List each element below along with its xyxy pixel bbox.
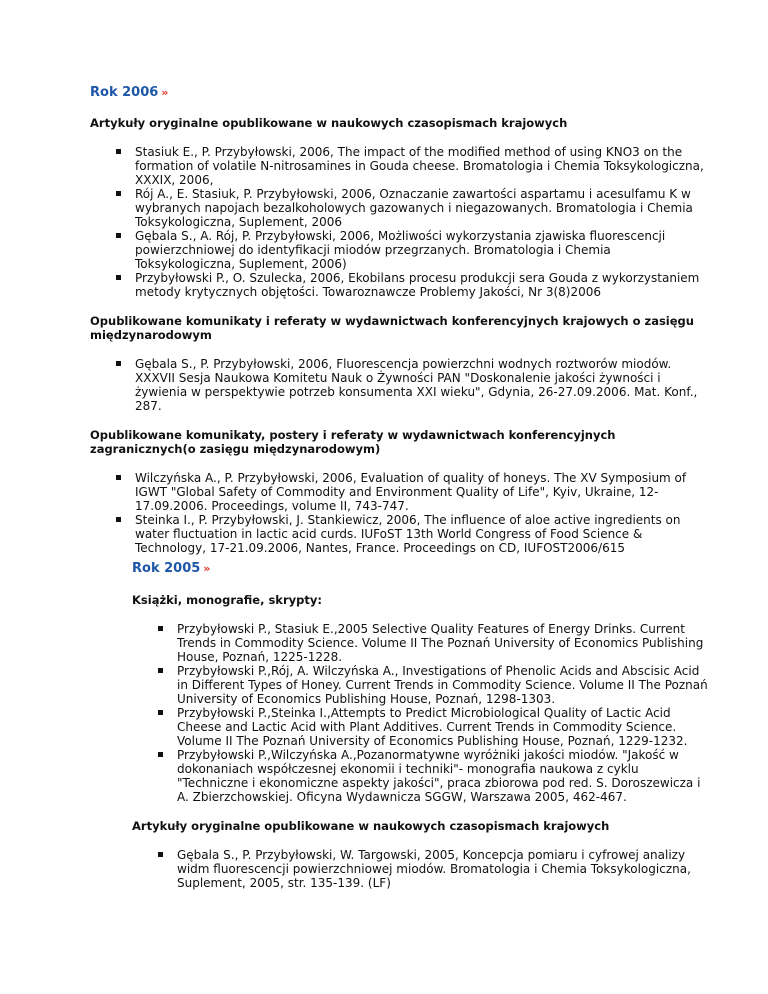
- list-item: Wilczyńska A., P. Przybyłowski, 2006, Evaluation of quality of honeys. The XV Symposium of IGWT "Global Safety of Commodity and Environment Quality of Life", Kyiv, Ukraine, 12-17.09.2006. Proceedings, volume II, 743-747.: [116, 471, 710, 513]
- list-item: Przybyłowski P., O. Szulecka, 2006, Ekobilans procesu produkcji sera Gouda z wykorzystaniem metody krytycznych objętości. Towaroznawcze Problemy Jakości, Nr 3(8)2006: [116, 271, 710, 299]
- publication-list: [116, 357, 710, 413]
- section-title: Artykuły oryginalne opublikowane w naukowych czasopismach krajowych: [132, 819, 610, 833]
- list-item: Przybyłowski P.,Rój, A. Wilczyńska A., Investigations of Phenolic Acids and Abscisic Acid in Different Types of Honey. Current Trends in Commodity Science. Volume II The Poznań University of Economics Publishing House, Poznań, 1298-1303.: [158, 664, 712, 706]
- publication-list: [116, 471, 710, 555]
- list-item: Gębala S., A. Rój, P. Przybyłowski, 2006, Możliwości wykorzystania zjawiska fluorescencji powierzchniowej do identyfikacji miodów przegrzanych. Bromatologia i Chemia Toksykologiczna, Suplement, 2006): [116, 229, 710, 271]
- year-2006-heading[interactable]: [90, 84, 710, 102]
- year-2006-block: [90, 84, 710, 555]
- chevron-right-icon: »: [203, 562, 210, 575]
- section-title: Opublikowane komunikaty, postery i referaty w wydawnictwach konferencyjnych zagranicznych(o zasięgu międzynarodowym): [90, 428, 616, 456]
- list-item: Przybyłowski P.,Wilczyńska A.,Pozanormatywne wyróżniki jakości miodów. "Jakość w dokonaniach współczesnej ekonomii i techniki"- monografia naukowa z cyklu "Techniczne i ekonomiczne aspekty jakości", praca zbiorowa pod red. S. Doroszewicza i A. Zbierzchowskiej. Oficyna Wydawnicza SGGW, Warszawa 2005, 462-467.: [158, 748, 712, 804]
- publication-list: [116, 145, 710, 299]
- list-item: Przybyłowski P., Stasiuk E.,2005 Selective Quality Features of Energy Drinks. Current Trends in Commodity Science. Volume II The Poznań University of Economics Publishing House, Poznań, 1225-1228.: [158, 622, 712, 664]
- list-item: Gębala S., P. Przybyłowski, 2006, Fluorescencja powierzchni wodnych roztworów miodów. XXXVII Sesja Naukowa Komitetu Nauk o Żywności PAN "Doskonalenie jakości żywności i żywienia w perspektywie potrzeb konsumenta XXI wieku", Gdynia, 26-27.09.2006. Mat. Konf., 287.: [116, 357, 710, 413]
- year-2006-label: Rok 2006: [90, 85, 159, 100]
- year-2005-block: [132, 560, 712, 890]
- list-item: Steinka I., P. Przybyłowski, J. Stankiewicz, 2006, The influence of aloe active ingredients on water fluctuation in lactic acid curds. IUFoST 13th World Congress of Food Science & Technology, 17-21.09.2006, Nantes, France. Proceedings on CD, IUFOST2006/615: [116, 513, 710, 555]
- publication-list: [158, 622, 712, 804]
- chevron-right-icon: »: [161, 86, 168, 99]
- year-2005-label: Rok 2005: [132, 561, 201, 576]
- list-item: Gębala S., P. Przybyłowski, W. Targowski, 2005, Koncepcja pomiaru i cyfrowej analizy widm fluorescencji powierzchniowej miodów. Bromatologia i Chemia Toksykologiczna, Suplement, 2005, str. 135-139. (LF): [158, 848, 712, 890]
- list-item: Przybyłowski P.,Steinka I.,Attempts to Predict Microbiological Quality of Lactic Acid Cheese and Lactic Acid with Plant Additives. Current Trends in Commodity Science. Volume II The Poznań University of Economics Publishing House, Poznań, 1229-1232.: [158, 706, 712, 748]
- year-2005-heading[interactable]: [132, 560, 712, 578]
- publication-list: [158, 848, 712, 890]
- section-title: Artykuły oryginalne opublikowane w naukowych czasopismach krajowych: [90, 116, 568, 130]
- section-title: Książki, monografie, skrypty:: [132, 593, 322, 607]
- section-title: Opublikowane komunikaty i referaty w wydawnictwach konferencyjnych krajowych o zasięgu międzynarodowym: [90, 314, 694, 342]
- list-item: Rój A., E. Stasiuk, P. Przybyłowski, 2006, Oznaczanie zawartości aspartamu i acesulfamu K w wybranych napojach bezalkoholowych gazowanych i niegazowanych. Bromatologia i Chemia Toksykologiczna, Suplement, 2006: [116, 187, 710, 229]
- list-item: Stasiuk E., P. Przybyłowski, 2006, The impact of the modified method of using KNO3 on the formation of volatile N-nitrosamines in Gouda cheese. Bromatologia i Chemia Toksykologiczna, XXXIX, 2006,: [116, 145, 710, 187]
